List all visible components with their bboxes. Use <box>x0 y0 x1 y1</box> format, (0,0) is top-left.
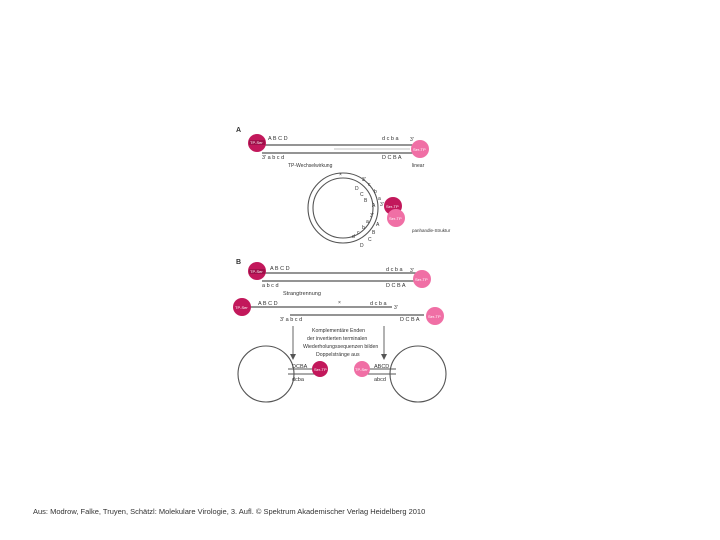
b1-top-left: A B C D <box>270 266 290 272</box>
ring-letter: D <box>355 186 359 192</box>
ring-letter: a <box>378 196 381 202</box>
a-bottom-right: D C B A <box>382 155 402 161</box>
ring-letter: c <box>357 230 360 236</box>
b1-end: 3' <box>410 268 414 274</box>
source-citation: Aus: Modrow, Falke, Truyen, Schätzl: Molekulare Virologie, 3. Aufl. © Spektrum Akademischer Verlag Heidelberg 2010 <box>33 507 426 516</box>
b2-cross: × <box>338 300 341 306</box>
ring-letters-bottom <box>352 213 380 249</box>
a-bottom-left: 3' a b c d <box>262 155 285 161</box>
ring-letter: b <box>362 225 365 231</box>
ring-letter: 3' <box>362 177 366 183</box>
tp-label-circle-bottom: Ser-TP <box>389 216 402 221</box>
tp-label-b2-left: TP-Ser <box>235 305 248 310</box>
a-top-end: 3' <box>410 137 414 143</box>
ring-cross-top: × <box>339 172 342 178</box>
a-top-left: A B C D <box>268 136 288 142</box>
b1-bottom-left: a b c d <box>262 283 279 289</box>
right-circle-top: ABCD <box>374 364 390 370</box>
mid-text-block <box>303 328 378 358</box>
ring-letter: A <box>376 222 380 228</box>
b2-top-right: d c b a <box>370 301 387 307</box>
tp-label-b2-right: Ser-TP <box>428 314 441 319</box>
b2-end: 3' <box>394 305 398 311</box>
ring-letter: c <box>368 182 371 188</box>
ring-letter: D <box>360 243 364 249</box>
tp-label-a-left: TP-Ser <box>250 140 263 145</box>
b2-bottom-right: D C B A <box>400 317 420 323</box>
tp-label-b1-right: Ser-TP <box>415 277 428 282</box>
b1-caption: Strangtrennung <box>283 291 321 297</box>
ring-letter: A <box>372 203 376 209</box>
ring-letter: b <box>374 189 377 195</box>
a-top-right: d c b a <box>382 136 399 142</box>
ring-letter: 3' <box>380 202 384 208</box>
tp-label-left-circle: Ser-TP <box>314 367 327 372</box>
a-caption-right: linear <box>412 163 425 169</box>
right-circle-bottom: abcd <box>374 377 386 383</box>
mid-text-line: Komplementäre Enden <box>312 328 366 334</box>
panhandle-caption: panhandle-Struktur <box>412 228 451 233</box>
mid-text-line: der invertierten terminalen <box>307 336 368 342</box>
ring-letter: a <box>366 219 369 225</box>
tp-label-circle-top: Ser-TP <box>386 204 399 209</box>
b1-top-right: d c b a <box>386 267 403 273</box>
ring-letter: C <box>360 192 364 198</box>
tp-label-a-right: Ser-TP <box>413 147 426 152</box>
mid-text-line: Wiederholungssequenzen bilden <box>303 344 379 350</box>
right-circular-genome <box>390 346 446 402</box>
tp-label-b1-left: TP-Ser <box>250 269 263 274</box>
b2-bottom-left: 3' a b c d <box>280 317 303 323</box>
arrow-left-head <box>290 354 296 360</box>
a-caption-mid: TP-Wechselwirkung <box>288 163 333 169</box>
ring-letter: 3' <box>370 213 374 219</box>
ring-letter: C <box>368 237 372 243</box>
tp-label-right-circle: TP-Ser <box>355 367 368 372</box>
section-a-label: A <box>236 127 242 134</box>
b2-top-left: A B C D <box>258 301 278 307</box>
arrow-right-head <box>381 354 387 360</box>
left-circular-genome <box>238 346 294 402</box>
section-b-label: B <box>236 259 242 266</box>
b1-bottom-right: D C B A <box>386 283 406 289</box>
mid-text-line: Doppelstränge aus <box>316 352 360 358</box>
ring-letter: B <box>372 230 376 236</box>
left-circle-top: DCBA <box>292 364 308 370</box>
ring-letter: B <box>364 198 368 204</box>
ring-letter: d <box>352 234 355 240</box>
left-circle-bottom: dcba <box>292 377 304 383</box>
